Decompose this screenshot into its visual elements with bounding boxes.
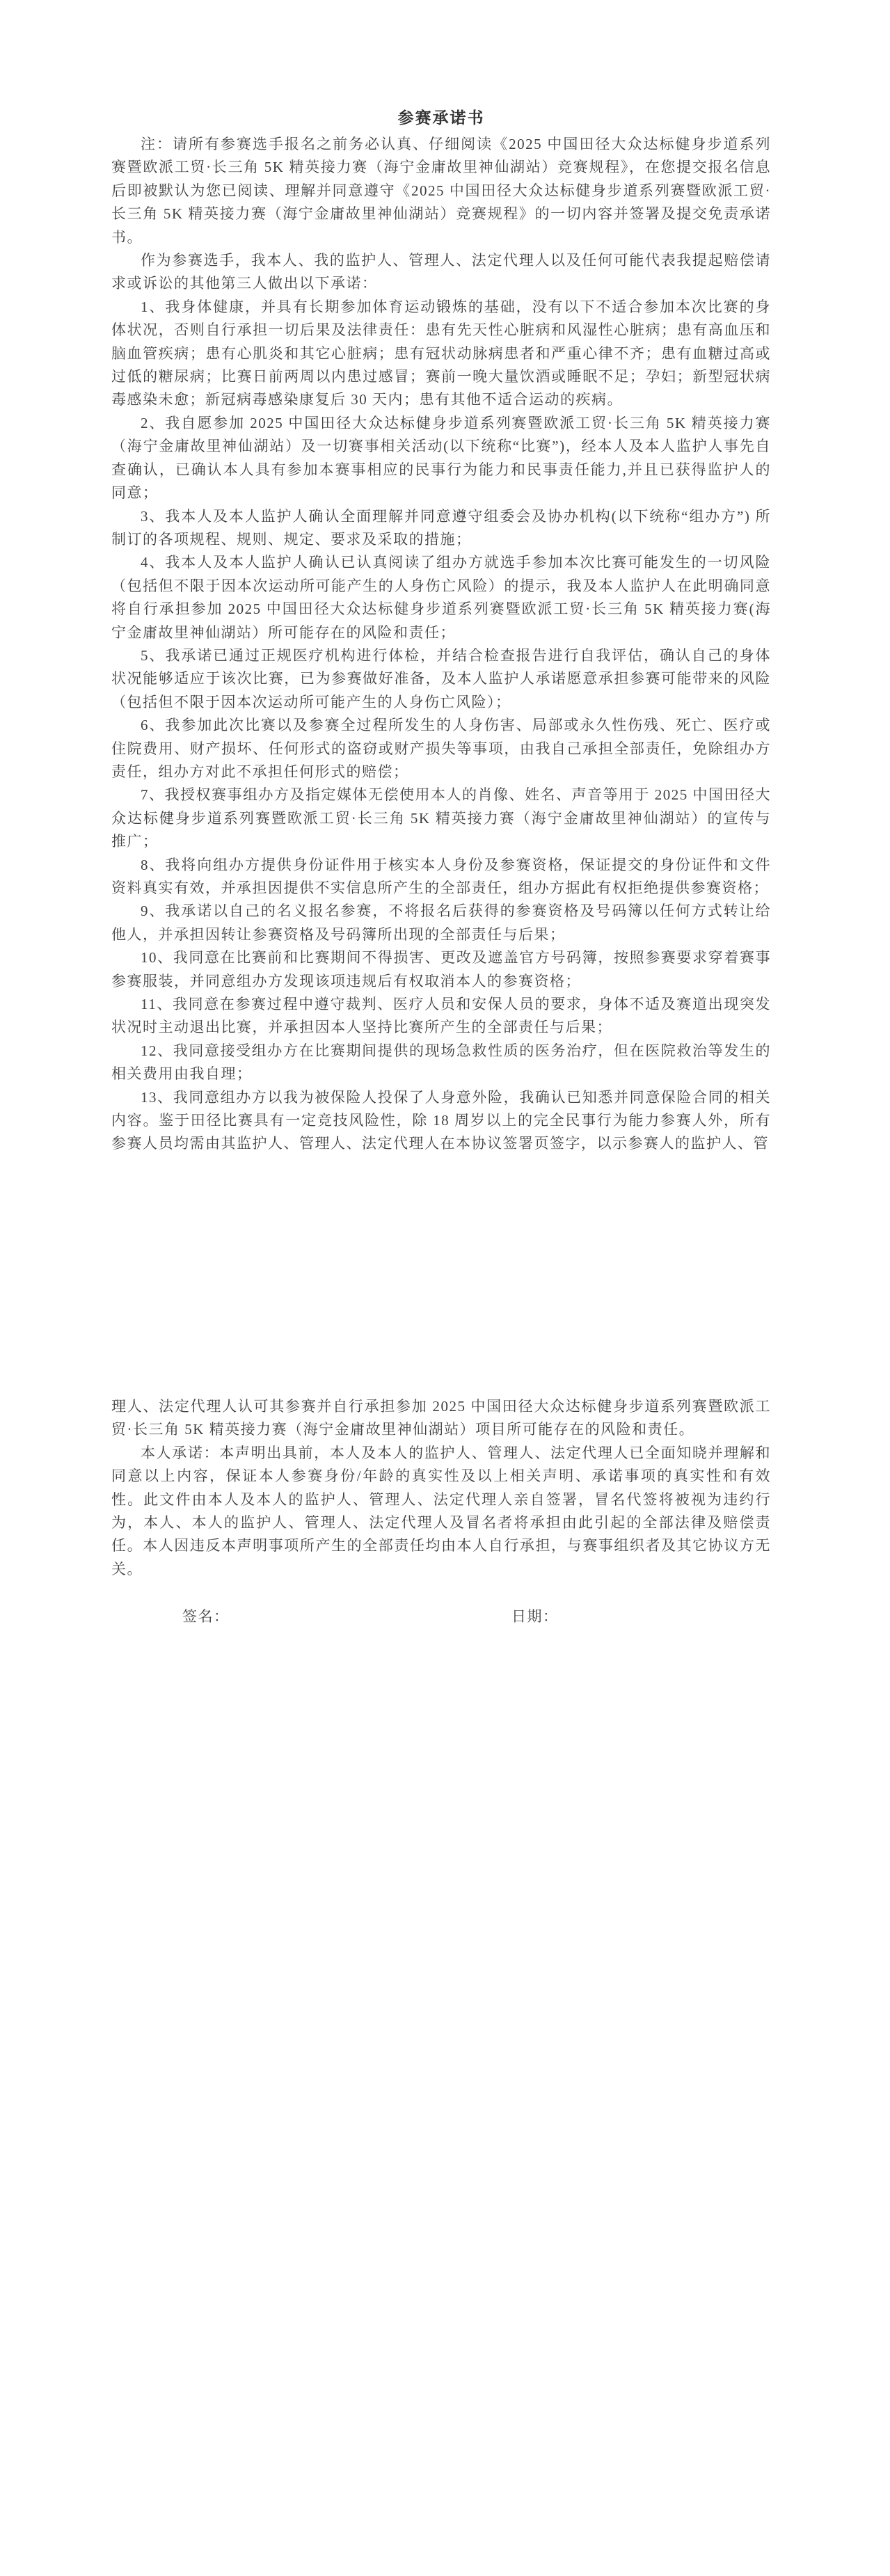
paragraph-preamble: 作为参赛选手，我本人、我的监护人、管理人、法定代理人以及任何可能代表我提起赔偿请求或诉讼的其他第三人做出以下承诺：: [111, 252, 771, 292]
signature-label: 签名：: [182, 1608, 230, 1625]
clause-13-continuation: 理人、法定代理人认可其参赛并自行承担参加 2025 中国田径大众达标健身步道系列赛暨欧派工贸·长三角 5K 精英接力赛（海宁金庸故里神仙湖站）项目所可能存在的风险和责任。: [111, 1398, 771, 1438]
page1-content: [111, 0, 771, 1156]
page2-content: [111, 1395, 771, 1581]
clause-7: 7、我授权赛事组办方及指定媒体无偿使用本人的肖像、姓名、声音等用于 2025 中国田径大众达标健身步道系列赛暨欧派工贸·长三角 5K 精英接力赛（海宁金庸故里神仙湖站）的宣传与推广；: [111, 786, 771, 850]
clause-12: 12、我同意接受组办方在比赛期间提供的现场急救性质的医务治疗，但在医院救治等发生的相关费用由我自理；: [111, 1042, 771, 1083]
page1-body: [111, 133, 771, 1156]
clause-4: 4、我本人及本人监护人确认已认真阅读了组办方就选手参加本次比赛可能发生的一切风险（包括但不限于因本次运动所可能产生的人身伤亡风险）的提示，我及本人监护人在此明确同意将自行承担参加 2025 中国田径大众达标健身步道系列赛暨欧派工贸·长三角 5K 精英接力赛(海宁金庸故里神仙湖站）所可能存在的风险和责任；: [111, 554, 771, 641]
clause-13: 13、我同意组办方以我为被保险人投保了人身意外险，我确认已知悉并同意保险合同的相关内容。鉴于田径比赛具有一定竞技风险性，除 18 周岁以上的完全民事行为能力参赛人外，所有参赛人员均需由其监护人、管理人、法定代理人在本协议签署页签字，以示参赛人的监护人、管: [111, 1088, 771, 1152]
closing-statement: 本人承诺：本声明出具前，本人及本人的监护人、管理人、法定代理人已全面知晓并理解和同意以上内容，保证本人参赛身份/年龄的真实性及以上相关声明、承诺事项的真实性和有效性。此文件由本人及本人的监护人、管理人、法定代理人亲自签署，冒名代签将被视为违约行为，本人、本人的监护人、管理人、法定代理人及冒名者将承担由此引起的全部法律及赔偿责任。本人因违反本声明事项所产生的全部责任均由本人自行承担，与赛事组织者及其它协议方无关。: [111, 1444, 771, 1577]
clause-1: 1、我身体健康，并具有长期参加体育运动锻炼的基础，没有以下不适合参加本次比赛的身体状况，否则自行承担一切后果及法律责任：患有先天性心脏病和风湿性心脏病；患有高血压和脑血管疾病；患有心肌炎和其它心脏病；患有冠状动脉病患者和严重心律不齐；患有血糖过高或过低的糖尿病；比赛日前两周以内患过感冒；赛前一晚大量饮酒或睡眠不足；孕妇；新型冠状病毒感染未愈；新冠病毒感染康复后 30 天内；患有其他不适合运动的疾病。: [111, 298, 771, 408]
signature-row: [0, 1605, 890, 1628]
clause-6: 6、我参加此次比赛以及参赛全过程所发生的人身伤害、局部或永久性伤残、死亡、医疗或住院费用、财产损坏、任何形式的盗窃或财产损失等事项，由我自己承担全部责任，免除组办方责任，组办方对此不承担任何形式的赔偿；: [111, 717, 771, 780]
date-label: 日期：: [511, 1608, 559, 1625]
clause-10: 10、我同意在比赛前和比赛期间不得损害、更改及遮盖官方号码簿，按照参赛要求穿着赛事参赛服装，并同意组办方发现该项违规后有权取消本人的参赛资格；: [111, 949, 771, 989]
doc-title: 参赛承诺书: [397, 109, 485, 127]
clause-2: 2、我自愿参加 2025 中国田径大众达标健身步道系列赛暨欧派工贸·长三角 5K 精英接力赛（海宁金庸故里神仙湖站）及一切赛事相关活动(以下统称“比赛”)，经本人及本人监护人事先自查确认，已确认本人具有参加本赛事相应的民事行为能力和民事责任能力,并且已获得监护人的同意；: [111, 414, 771, 502]
clause-3: 3、我本人及本人监护人确认全面理解并同意遵守组委会及协办机构(以下统称“组办方”) 所制订的各项规程、规则、规定、要求及采取的措施；: [111, 507, 771, 548]
clause-9: 9、我承诺以自己的名义报名参赛，不将报名后获得的参赛资格及号码簿以任何方式转让给他人，并承担因转让参赛资格及号码簿所出现的全部责任与后果；: [111, 903, 771, 943]
paragraph-note: 注：请所有参赛选手报名之前务必认真、仔细阅读《2025 中国田径大众达标健身步道系列赛暨欧派工贸·长三角 5K 精英接力赛（海宁金庸故里神仙湖站）竞赛规程》，在您提交报名信息后即被默认为您已阅读、理解并同意遵守《2025 中国田径大众达标健身步道系列赛暨欧派工贸·长三角 5K 精英接力赛（海宁金庸故里神仙湖站）竞赛规程》的一切内容并签署及提交免责承诺书。: [111, 136, 771, 246]
clause-5: 5、我承诺已通过正规医疗机构进行体检，并结合检查报告进行自我评估，确认自己的身体状况能够适应于该次比赛，已为参赛做好准备，及本人监护人承诺愿意承担参赛可能带来的风险（包括但不限于因本次运动所可能产生的人身伤亡风险）；: [111, 646, 771, 710]
clause-8: 8、我将向组办方提供身份证件用于核实本人身份及参赛资格，保证提交的身份证件和文件资料真实有效，并承担因提供不实信息所产生的全部责任，组办方据此有权拒绝提供参赛资格；: [111, 856, 771, 896]
clause-11: 11、我同意在参赛过程中遵守裁判、医疗人员和安保人员的要求，身体不适及赛道出现突发状况时主动退出比赛，并承担因本人坚持比赛所产生的全部责任与后果；: [111, 996, 771, 1036]
